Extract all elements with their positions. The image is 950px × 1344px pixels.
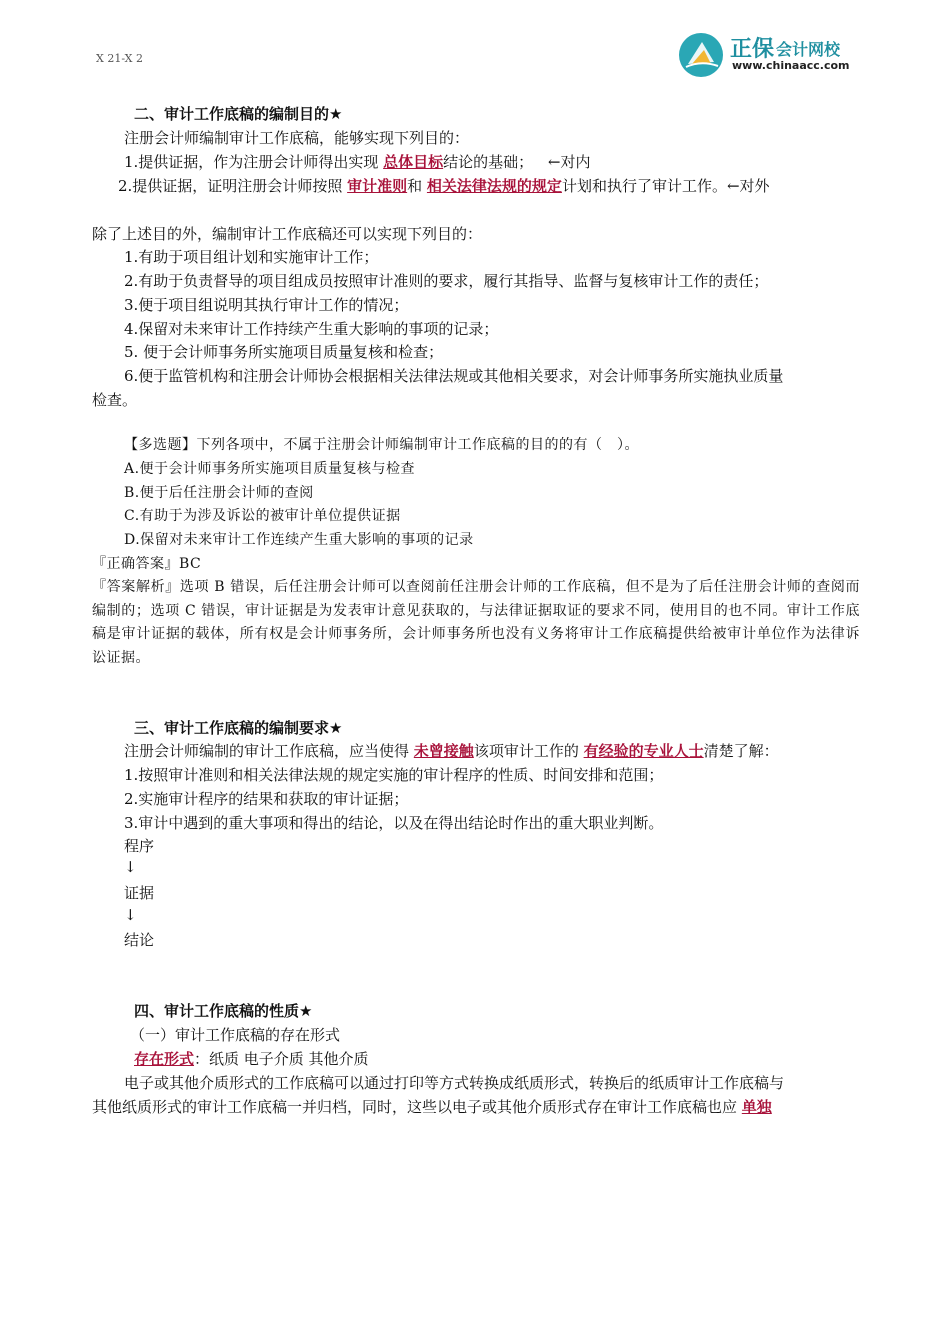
quiz-question: 【多选题】下列各项中，不属于注册会计师编制审计工作底稿的目的的有（ ）。 bbox=[124, 437, 639, 453]
s3-item-1: 1.按照审计准则和相关法律法规的规定实施的审计程序的性质、时间安排和范围； bbox=[124, 766, 664, 784]
quiz-option-a: A.便于会计师事务所实施项目质量复核与检查 bbox=[124, 461, 416, 477]
section-4-title: 四、审计工作底稿的性质★ bbox=[134, 1002, 313, 1020]
logo-brand: 正保 bbox=[730, 37, 775, 62]
s2-intro: 注册会计师编制审计工作底稿，能够实现下列目的： bbox=[124, 129, 470, 147]
keyword-never-contacted: 未曾接触 bbox=[413, 742, 474, 760]
s3-intro-text-b: 该项审计工作的 bbox=[473, 742, 579, 760]
s4-subtitle: （一）审计工作底稿的存在形式 bbox=[130, 1026, 341, 1044]
s2-extra-item-1: 1.有助于项目组计划和实施审计工作； bbox=[124, 248, 379, 266]
header-top-left: X 21-X 2 bbox=[96, 52, 143, 65]
s4-forms bbox=[134, 1048, 369, 1069]
keyword-existence-form: 存在形式 bbox=[134, 1050, 195, 1068]
flow-arrow-2: ↓ bbox=[124, 906, 137, 924]
keyword-experienced-professional: 有经验的专业人士 bbox=[583, 742, 704, 760]
logo bbox=[678, 32, 878, 76]
keyword-laws-regulations: 相关法律法规的规定 bbox=[426, 177, 562, 195]
s3-item-3: 3.审计中遇到的重大事项和得出的结论，以及在得出结论时作出的重大职业判断。 bbox=[124, 814, 664, 832]
s4-forms-list: ：纸质 电子介质 其他介质 bbox=[194, 1050, 369, 1068]
logo-url: www.chinaacc.com bbox=[732, 59, 850, 72]
s2-purpose-1 bbox=[124, 151, 591, 172]
s3-intro-text-c: 清楚了解： bbox=[703, 742, 779, 760]
s2-p2-and: 和 bbox=[407, 177, 423, 195]
s4-para-line-1: 电子或其他介质形式的工作底稿可以通过打印等方式转换成纸质形式，转换后的纸质审计工作底稿与 bbox=[124, 1074, 785, 1092]
flow-conclusion: 结论 bbox=[124, 931, 155, 949]
s2-p1-text-b: 结论的基础； bbox=[443, 153, 534, 171]
quiz-explanation: 『答案解析』选项 B 错误，后任注册会计师可以查阅前任注册会计师的工作底稿，但不是为了后任注册会计师的查阅而编制的；选项 C 错误，审计证据是为发表审计意见获取的，与法律证据取证的要求不同，使用目的也不同。审计工作底稿是审计证据的载体，所有权是会计师事务所，会计师事务所也没有义务将审计工作底稿提供给被审计单位作为法律诉讼证据。 bbox=[92, 579, 860, 666]
section-2-title: 二、审计工作底稿的编制目的★ bbox=[134, 105, 343, 123]
flow-procedure: 程序 bbox=[124, 837, 155, 855]
quiz-option-b: B.便于后任注册会计师的查阅 bbox=[124, 485, 314, 501]
s2-purpose-2 bbox=[118, 175, 770, 196]
s2-p2-text: 2.提供证据，证明注册会计师按照 bbox=[118, 177, 343, 195]
section-3-title: 三、审计工作底稿的编制要求★ bbox=[134, 719, 343, 737]
s4-para-text: 其他纸质形式的审计工作底稿一并归档，同时，这些以电子或其他介质形式存在审计工作底稿也应 bbox=[92, 1098, 738, 1116]
quiz-answer: 『正确答案』BC bbox=[92, 556, 202, 572]
flow-evidence: 证据 bbox=[124, 884, 155, 902]
s2-extra-item-6: 6.便于监管机构和注册会计师协会根据相关法律法规或其他相关要求，对会计师事务所实施执业质量 bbox=[124, 367, 784, 385]
quiz-option-d: D.保留对未来审计工作连续产生重大影响的事项的记录 bbox=[124, 532, 474, 548]
s2-extra-intro: 除了上述目的外，编制审计工作底稿还可以实现下列目的： bbox=[92, 225, 483, 243]
s2-p2-text-c: 计划和执行了审计工作。←对外 bbox=[561, 177, 770, 195]
s2-extra-item-6-cont: 检查。 bbox=[92, 391, 138, 409]
quiz-option-c: C.有助于为涉及诉讼的被审计单位提供证据 bbox=[124, 508, 401, 524]
keyword-audit-standards: 审计准则 bbox=[347, 177, 408, 195]
keyword-overall-goal: 总体目标 bbox=[383, 153, 444, 171]
keyword-separately: 单独 bbox=[741, 1098, 772, 1116]
logo-name: 会计网校 bbox=[776, 40, 841, 59]
s3-item-2: 2.实施审计程序的结果和获取的审计证据； bbox=[124, 790, 409, 808]
s4-para-line-2 bbox=[92, 1096, 772, 1117]
s2-p1-text: 1.提供证据，作为注册会计师得出实现 bbox=[124, 153, 379, 171]
logo-emblem-icon bbox=[678, 32, 724, 78]
s2-extra-item-2: 2.有助于负责督导的项目组成员按照审计准则的要求，履行其指导、监督与复核审计工作的责任； bbox=[124, 272, 769, 290]
s2-extra-item-5: 5. 便于会计师事务所实施项目质量复核和检查； bbox=[124, 343, 444, 361]
note-internal: ←对内 bbox=[547, 153, 591, 171]
s2-extra-item-3: 3.便于项目组说明其执行审计工作的情况； bbox=[124, 296, 409, 314]
s3-intro-text: 注册会计师编制的审计工作底稿，应当使得 bbox=[124, 742, 410, 760]
s2-extra-item-4: 4.保留对未来审计工作持续产生重大影响的事项的记录； bbox=[124, 320, 499, 338]
s3-intro bbox=[124, 740, 779, 761]
flow-arrow-1: ↓ bbox=[124, 858, 137, 876]
